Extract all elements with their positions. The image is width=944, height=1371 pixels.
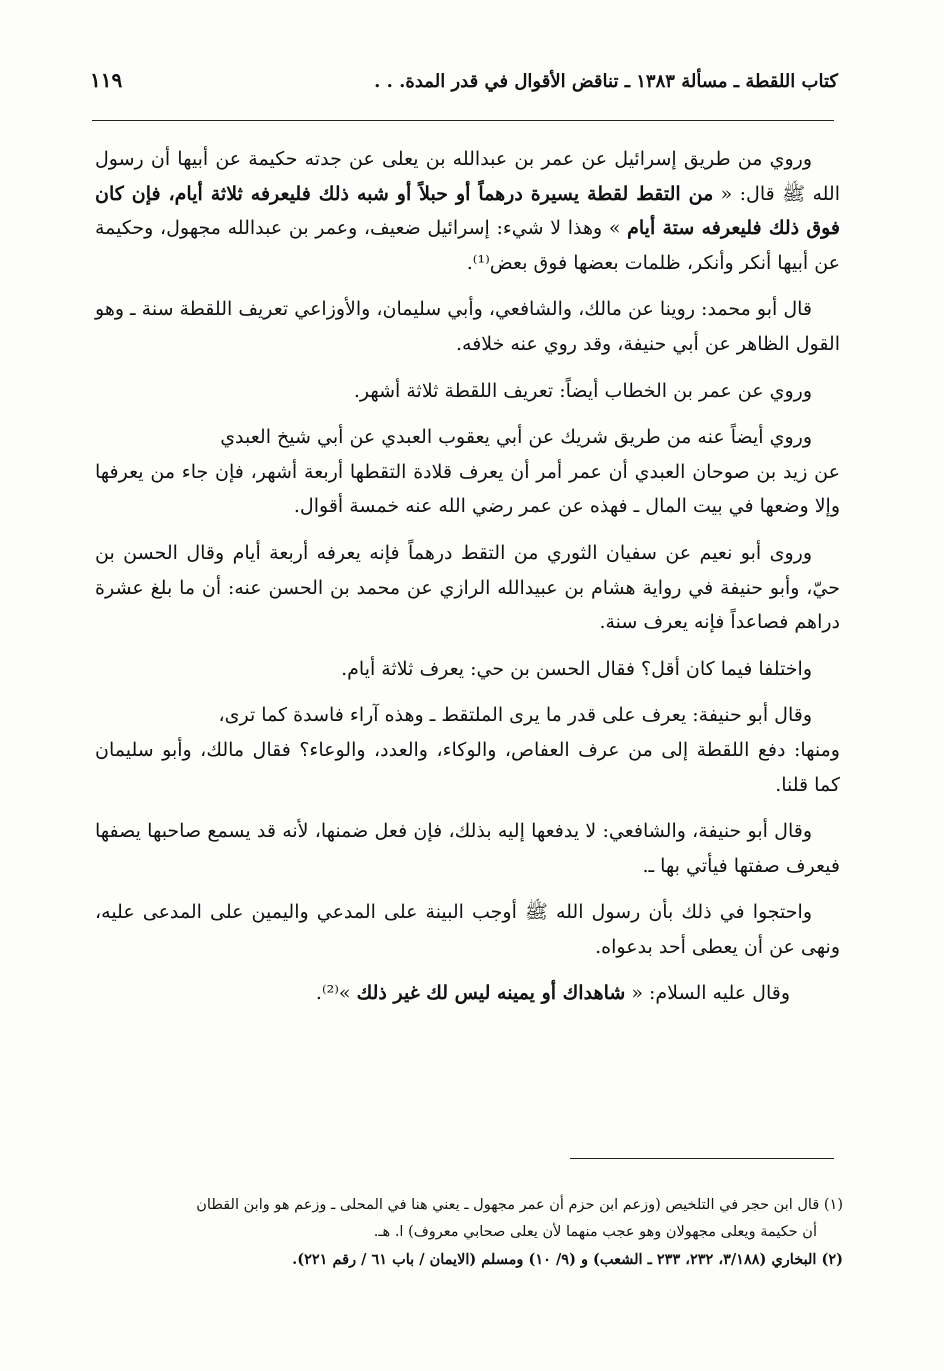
footnote-1-continued: أن حكيمة ويعلى مجهولان وهو عجب منهما لأن يعلى صحابي معروف) ا. هـ. [373,1224,817,1240]
footnotes [95,1192,843,1273]
page-header [90,68,838,92]
header-divider [92,120,834,121]
paragraph-sharik-chain: وروي أيضاً عنه من طريق شريك عن أبي يعقوب العبدي عن أبي شيخ العبدي [220,426,812,449]
footnote-2: (٢) البخاري (٣/١٨٨، ٢٣٢، ٢٣٣ ـ الشعب) و (٩/ ١٠) ومسلم (الايمان / باب ٦١ / رقم ٢٢١). [292,1251,843,1268]
hadith-quote: من التقط لقطة يسيرة درهماً أو حبلاً أو شبه ذلك فليعرفه ثلاثة أيام، فإن كان فوق ذلك فليعرفه ستة أيام [95,182,840,240]
paragraph-abu-muhammad: قال أبو محمد: روينا عن مالك، والشافعي، وأبي سليمان، والأوزاعي تعريف اللقطة سنة ـ وهو القول الظاهر عن أبي حنيفة، وقد روي عنه خلافه. [95,298,840,355]
paragraph-hakima-hadith: وروي من طريق إسرائيل عن عمر بن عبدالله بن يعلى عن جدته حكيمة عن أبيها أن رسول الله ﷺ قال: « من التقط لقطة يسيرة درهماً أو حبلاً أو شبه ذلك فليعرفه ثلاثة أيام، فإن كان فوق ذلك فليعرفه ستة أيام » وهذا لا شيء: إسرائيل ضعيف، وعمر بن عبدالله مجهول، وحكيمة عن أبيها أنكر وأنكر، ظلمات بعضها فوق بعض⁽¹⁾. [95,148,840,274]
paragraph-zayd-sawhan: عن زيد بن صوحان العبدي أن عمر أمر أن يعرف قلادة التقطها أربعة أشهر، فإن جاء من يعرفها وإلا وضعها في بيت المال ـ فهذه عن عمر رضي الله عنه خمسة أقوال. [95,460,840,518]
footnote-divider [570,1158,834,1159]
paragraph-shafii: وقال أبو حنيفة، والشافعي: لا يدفعها إليه بذلك، فإن فعل ضمنها، لأنه قد يسمع صاحبها يصفها فيعرف صفتها فيأتي بها ـ. [95,820,840,877]
paragraph-abu-hanifa: وقال أبو حنيفة: يعرف على قدر ما يرى الملتقط ـ وهذه آراء فاسدة كما ترى، [218,704,812,727]
hadith-quote-final: شاهداك أو يمينه ليس لك غير ذلك [356,982,626,1005]
paragraph-abu-nuaim: وروى أبو نعيم عن سفيان الثوري من التقط درهماً فإنه يعرفه أربعة أيام وقال الحسن بن حيّ، وأبو حنيفة في رواية هشام بن عبيدالله الرازي عن محمد بن الحسن عنه: أن ما بلغ عشرة دراهم فصاعداً فإنه يعرف سنة. [95,541,840,634]
page-number: ١١٩ [90,68,123,92]
paragraph-disagreement: واختلفا فيما كان أقل؟ فقال الحسن بن حي: يعرف ثلاثة أيام. [341,657,812,680]
paragraph-description: ومنها: دفع اللقطة إلى من عرف العفاص، والوكاء، والعدد، والوعاء؟ فقال مالك، وأبو سليمان كما قلنا. [95,738,840,796]
main-text [95,142,840,1023]
footnote-1: (١) قال ابن حجر في التلخيص (وزعم ابن حزم أن عمر مجهول ـ يعني هنا في المحلى ـ وزعم هو وابن القطان [196,1197,843,1213]
paragraph-evidence: واحتجوا في ذلك بأن رسول الله ﷺ أوجب البينة على المدعي واليمين على المدعى عليه، ونهى عن أن يعطى أحد بدعواه. [95,901,840,958]
running-title: كتاب اللقطة ـ مسألة ١٣٨٣ ـ تناقض الأقوال في قدر المدة. . . [374,71,838,92]
paragraph-final-hadith: وقال عليه السلام: « شاهداك أو يمينه ليس لك غير ذلك »⁽²⁾. [315,982,790,1005]
paragraph-umar-three-months: وروي عن عمر بن الخطاب أيضاً: تعريف اللقطة ثلاثة أشهر. [353,379,812,402]
